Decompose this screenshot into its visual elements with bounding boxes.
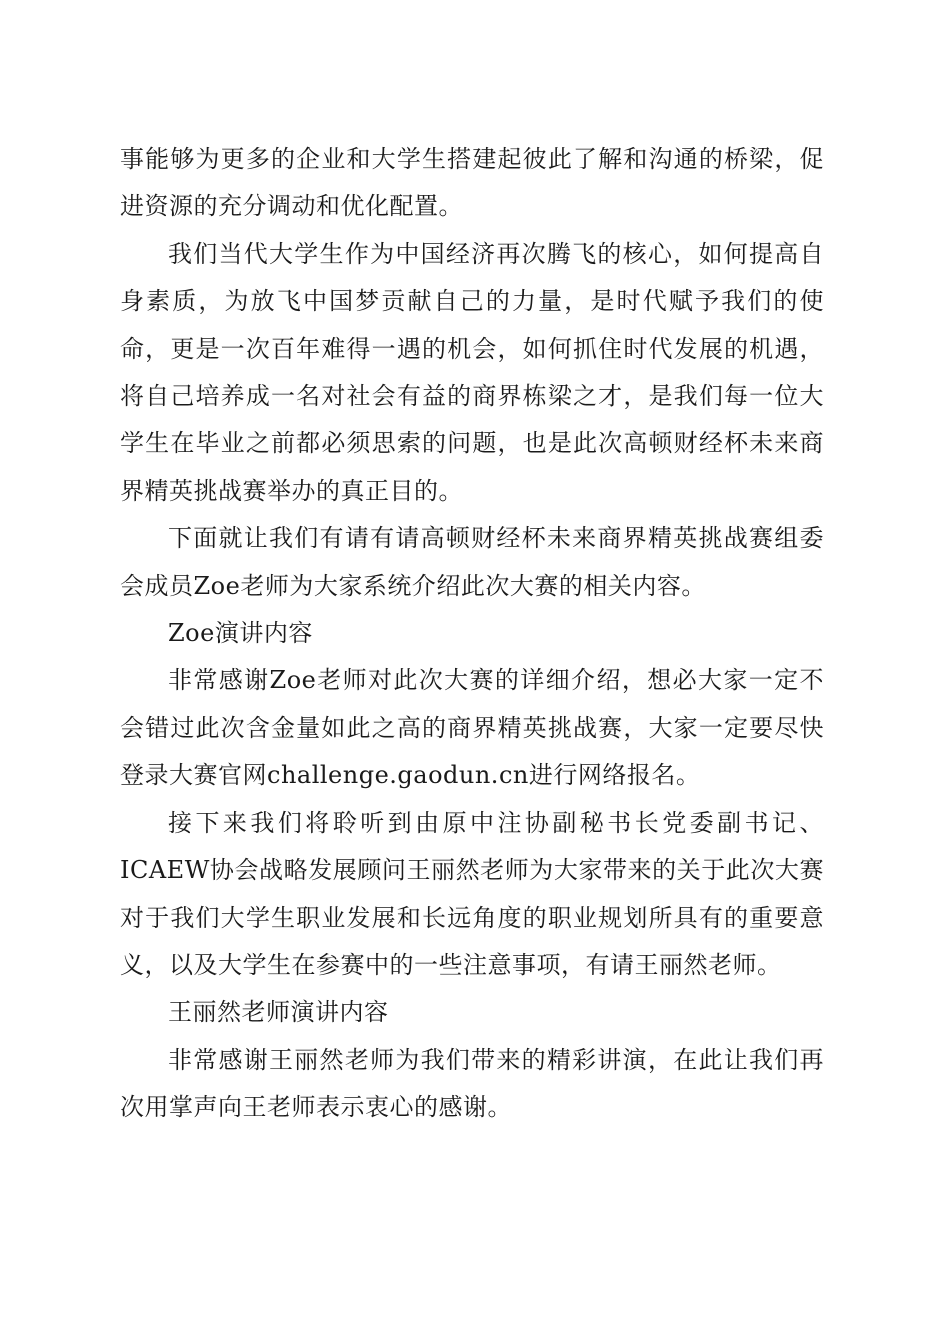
document-body	[120, 136, 824, 1132]
paragraph-thanks-wang: 非常感谢王丽然老师为我们带来的精彩讲演，在此让我们再次用掌声向王老师表示衷心的感谢。	[120, 1045, 824, 1122]
paragraph-contemporary-students: 我们当代大学生作为中国经济再次腾飞的核心，如何提高自身素质，为放飞中国梦贡献自己的力量，是时代赋予我们的使命，更是一次百年难得一遇的机会，如何抓住时代发展的机遇，将自己培养成一名对社会有益的商界栋梁之才，是我们每一位大学生在毕业之前都必须思索的问题，也是此次高顿财经杯未来商界精英挑战赛举办的真正目的。	[120, 239, 824, 505]
paragraph-thanks-zoe: 非常感谢Zoe老师对此次大赛的详细介绍，想必大家一定不会错过此次含金量如此之高的商界精英挑战赛，大家一定要尽快登录大赛官网challenge.gaodun.cn进行网络报名。	[120, 666, 824, 790]
paragraph-continuation: 事能够为更多的企业和大学生搭建起彼此了解和沟通的桥梁，促进资源的充分调动和优化配置。	[120, 145, 824, 221]
paragraph-zoe-speech-label: Zoe演讲内容	[168, 619, 313, 648]
paragraph-invite-zoe: 下面就让我们有请有请高顿财经杯未来商界精英挑战赛组委会成员Zoe老师为大家系统介绍此次大赛的相关内容。	[120, 524, 824, 600]
paragraph-wang-speech-label: 王丽然老师演讲内容	[168, 998, 389, 1027]
paragraph-invite-wang: 接下来我们将聆听到由原中注协副秘书长党委副书记、ICAEW协会战略发展顾问王丽然老师为大家带来的关于此次大赛对于我们大学生职业发展和长远角度的职业规划所具有的重要意义，以及大学生在参赛中的一些注意事项，有请王丽然老师。	[120, 808, 824, 979]
